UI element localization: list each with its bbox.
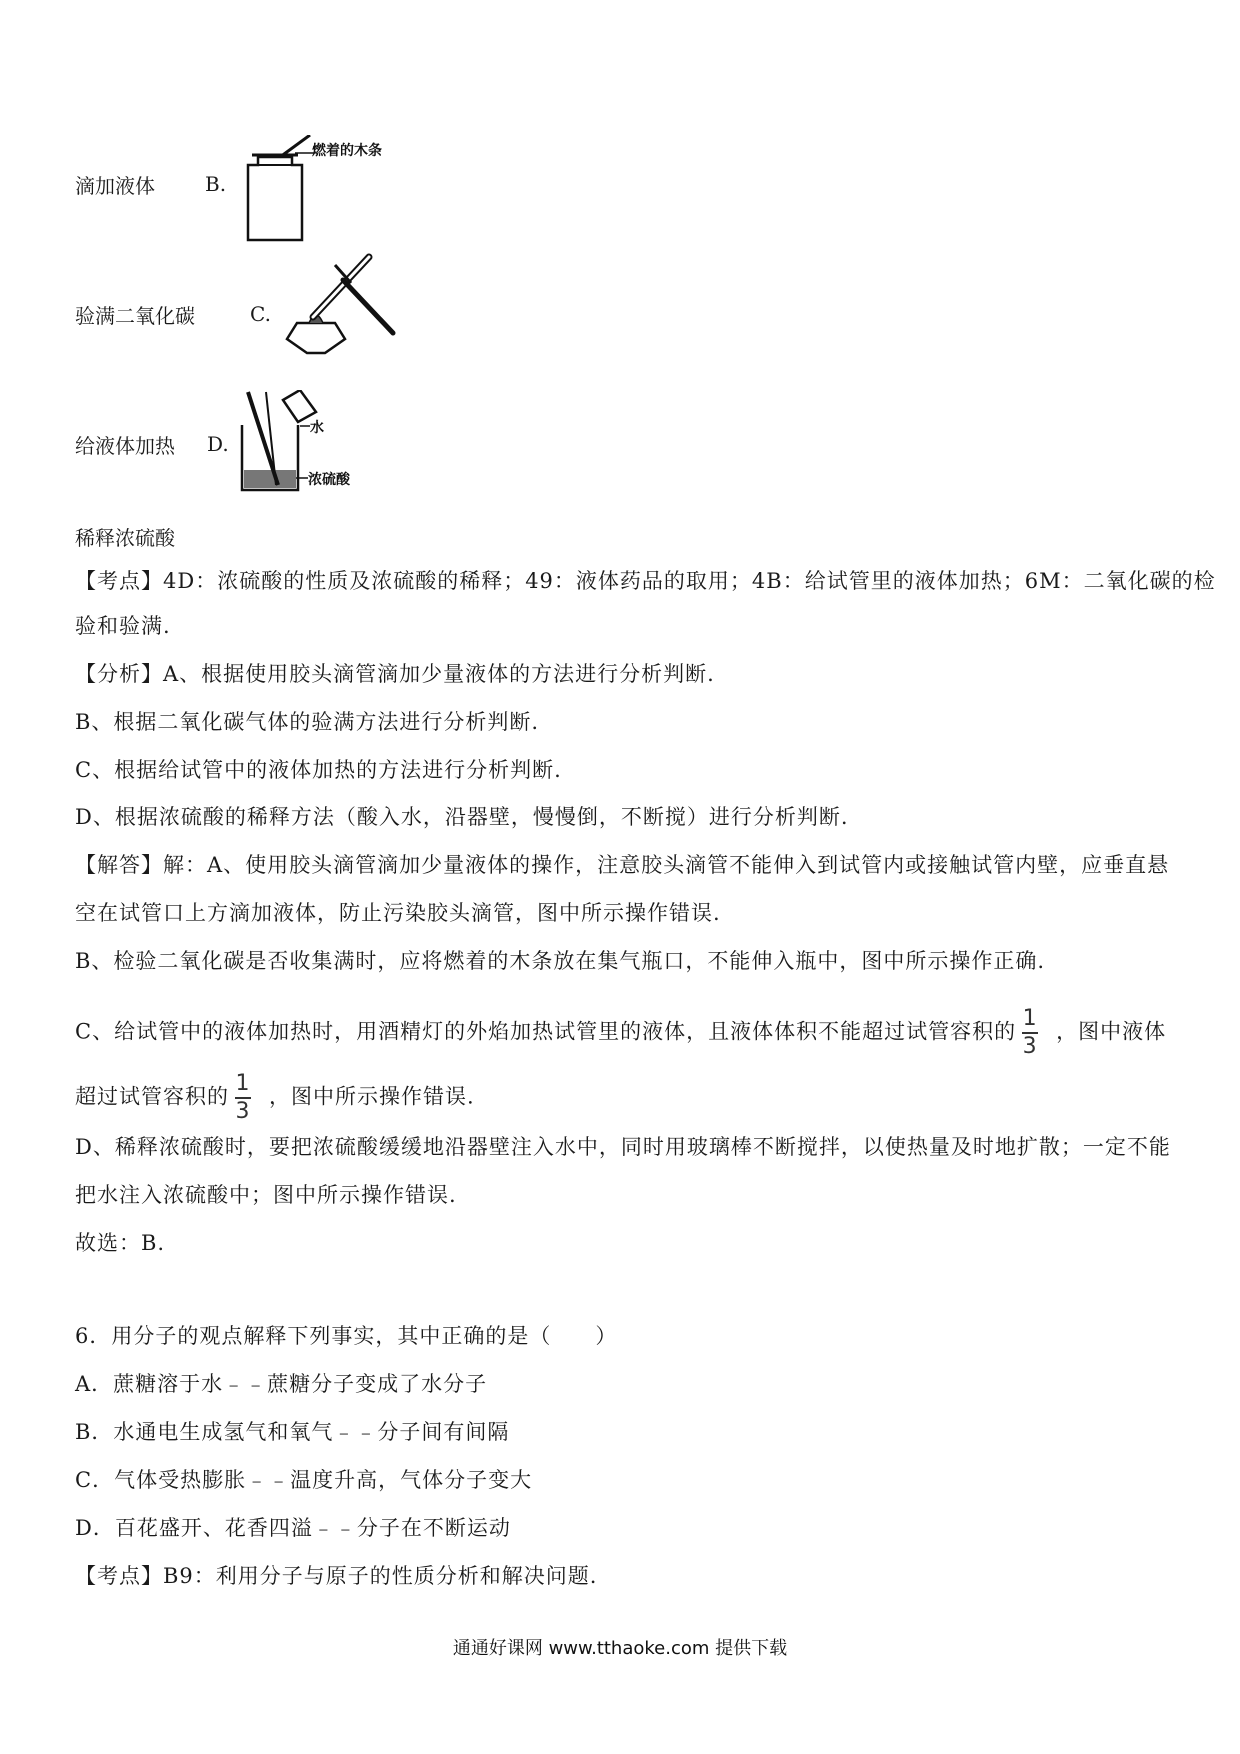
option-b-letter: B. <box>205 172 227 196</box>
option-a-caption: 滴加液体 <box>75 174 155 198</box>
q6-option-d: D．百花盛开、花香四溢﹣﹣分子在不断运动 <box>75 1516 511 1540</box>
q6-stem: 6．用分子的观点解释下列事实，其中正确的是（ ） <box>75 1324 618 1348</box>
page-footer: 通通好课网 www.tthaoke.com 提供下载 <box>452 1638 788 1659</box>
fraction-numerator: 1 <box>1022 1006 1038 1031</box>
figure-diluting-acid-beaker <box>238 390 368 495</box>
q6-option-b: B．水通电生成氢气和氧气﹣﹣分子间有间隔 <box>75 1420 510 1444</box>
q6-kaodian: 【考点】B9：利用分子与原子的性质分析和解决问题. <box>75 1564 598 1588</box>
water-label: 水 <box>310 420 324 436</box>
acid-label: 浓硫酸 <box>308 472 350 488</box>
jieda-c-line-2 <box>75 1072 475 1124</box>
burning-stick-label: 燃着的木条 <box>312 143 382 159</box>
jieda-a-line-1: 【解答】解：A、使用胶头滴管滴加少量液体的操作，注意胶头滴管不能伸入到试管内或接触试管内壁，应垂直悬 <box>75 853 1170 877</box>
jieda-b: B、检验二氧化碳是否收集满时，应将燃着的木条放在集气瓶口，不能伸入瓶中，图中所示操作正确. <box>75 949 1046 973</box>
jieda-c-line-1-text: C、给试管中的液体加热时，用酒精灯的外焰加热试管里的液体，且液体体积不能超过试管容积的 <box>75 1019 1017 1044</box>
fenxi-b: B、根据二氧化碳气体的验满方法进行分析判断. <box>75 710 540 734</box>
jieda-c-line-2-tail: ，图中所示操作错误. <box>269 1084 475 1109</box>
fraction-one-third <box>1022 1007 1038 1059</box>
q6-option-a: A．蔗糖溶于水﹣﹣蔗糖分子变成了水分子 <box>75 1372 488 1396</box>
jieda-c-line-2-text: 超过试管容积的 <box>75 1084 229 1109</box>
fraction-denominator: 3 <box>235 1098 251 1124</box>
kaodian-line-1: 【考点】4D：浓硫酸的性质及浓硫酸的稀释；49：液体药品的取用；4B：给试管里的液体加热；6M：二氧化碳的检 <box>75 569 1216 593</box>
kaodian-line-2: 验和验满. <box>75 614 171 638</box>
option-c-letter: C. <box>250 302 271 326</box>
fenxi-d: D、根据浓硫酸的稀释方法（酸入水，沿器壁，慢慢倒，不断搅）进行分析判断. <box>75 805 849 829</box>
jieda-c-line-1 <box>75 1007 1166 1059</box>
figure-gas-bottle-with-burning-stick <box>240 135 415 245</box>
answer-line: 故选：B. <box>75 1231 166 1255</box>
fenxi-a: 【分析】A、根据使用胶头滴管滴加少量液体的方法进行分析判断. <box>75 662 715 686</box>
figure-heating-test-tube <box>285 245 405 360</box>
q6-option-c: C．气体受热膨胀﹣﹣温度升高，气体分子变大 <box>75 1468 533 1492</box>
option-b-caption: 验满二氧化碳 <box>75 304 195 328</box>
option-d-caption: 稀释浓硫酸 <box>75 526 175 550</box>
fraction-numerator: 1 <box>235 1071 251 1096</box>
fenxi-c: C、根据给试管中的液体加热的方法进行分析判断. <box>75 758 562 782</box>
option-c-caption: 给液体加热 <box>75 434 175 458</box>
fraction-denominator: 3 <box>1022 1033 1038 1059</box>
jieda-d-line-2: 把水注入浓硫酸中；图中所示操作错误. <box>75 1183 457 1207</box>
option-d-letter: D. <box>207 432 229 456</box>
jieda-d-line-1: D、稀释浓硫酸时，要把浓硫酸缓缓地沿器壁注入水中，同时用玻璃棒不断搅拌，以使热量及时地扩散；一定不能 <box>75 1135 1171 1159</box>
jieda-a-line-2: 空在试管口上方滴加液体，防止污染胶头滴管，图中所示操作错误. <box>75 901 721 925</box>
jieda-c-line-1-tail: ，图中液体 <box>1056 1019 1167 1044</box>
fraction-one-third <box>235 1072 251 1124</box>
